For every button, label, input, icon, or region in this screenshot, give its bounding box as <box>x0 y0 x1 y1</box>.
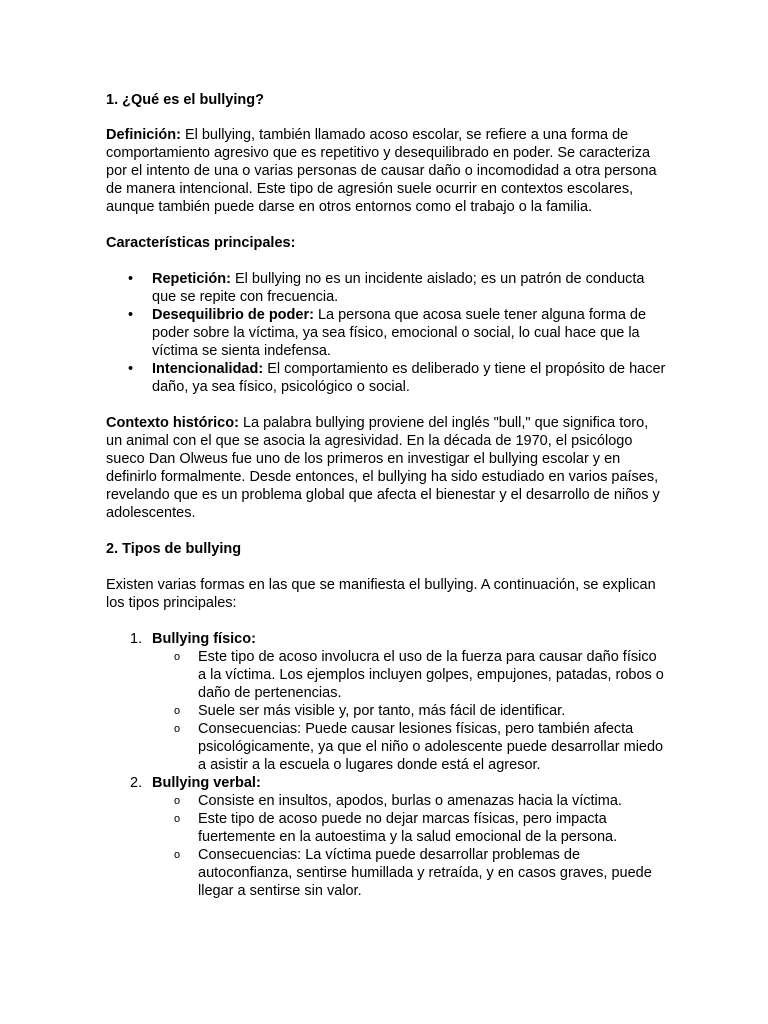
section-1-heading: 1. ¿Qué es el bullying? <box>106 92 264 108</box>
list-item <box>106 270 668 306</box>
list-item <box>106 306 668 360</box>
characteristics-heading: Características principales: <box>106 235 296 251</box>
list-item <box>106 630 668 774</box>
characteristics-list <box>106 270 668 396</box>
list-item <box>106 360 668 396</box>
historical-context-label: Contexto histórico: <box>106 415 239 431</box>
list-item: o Suele ser más visible y, por tanto, más fácil de identificar. <box>152 702 668 720</box>
sub-list <box>152 792 668 900</box>
characteristic-text: El comportamiento es deliberado y tiene el propósito de hacer daño, ya sea físico, psicológico o social. <box>152 361 666 395</box>
definition-paragraph <box>106 126 668 216</box>
list-item <box>106 774 668 900</box>
characteristic-label: Intencionalidad: <box>152 361 264 377</box>
sub-list <box>152 648 668 774</box>
historical-context-paragraph <box>106 414 668 522</box>
section-2-heading: 2. Tipos de bullying <box>106 541 242 557</box>
definition-text: El bullying, también llamado acoso escolar, se refiere a una forma de comportamiento agresivo que es repetitivo y desequilibrado en poder. Se caracteriza por el intento de una o varias personas de causar daño o incomodidad a otra persona de manera intencional. Este tipo de agresión suele ocurrir en contextos escolares, aunque también puede darse en otros entornos como el trabajo o la familia. <box>106 127 657 215</box>
list-item: o Consiste en insultos, apodos, burlas o amenazas hacia la víctima. <box>152 792 668 810</box>
type-title: Bullying físico: <box>152 631 256 647</box>
historical-context-text: La palabra bullying proviene del inglés "bull," que significa toro, un animal con el que se asocia la agresividad. En la década de 1970, el psicólogo sueco Dan Olweus fue uno de los primeros en investigar el bullying escolar y en definirlo formalmente. Desde entonces, el bullying ha sido estudiado en varios países, revelando que es un problema global que afecta el bienestar y el desarrollo de niños y adolescentes. <box>106 415 660 521</box>
list-number: 2. <box>130 775 143 791</box>
list-number: 1. <box>130 631 143 647</box>
characteristic-label: Desequilibrio de poder: <box>152 307 314 323</box>
characteristic-label: Repetición: <box>152 271 231 287</box>
list-item: o Este tipo de acoso involucra el uso de la fuerza para causar daño físico a la víctima. Los ejemplos incluyen golpes, empujones, patadas, robos o daño de pertenencias. <box>152 648 668 702</box>
types-list <box>106 630 668 900</box>
characteristic-text: El bullying no es un incidente aislado; es un patrón de conducta que se repite con frecuencia. <box>152 271 645 305</box>
characteristic-text: La persona que acosa suele tener alguna forma de poder sobre la víctima, ya sea físico, emocional o social, lo cual hace que la víctima se sienta indefensa. <box>152 307 647 359</box>
list-item: o Consecuencias: La víctima puede desarrollar problemas de autoconfianza, sentirse humillada y retraída, y en casos graves, puede llegar a sentirse sin valor. <box>152 846 668 900</box>
definition-label: Definición: <box>106 127 181 143</box>
list-item: o Este tipo de acoso puede no dejar marcas físicas, pero impacta fuertemente en la autoestima y la salud emocional de la persona. <box>152 810 668 846</box>
types-intro: Existen varias formas en las que se manifiesta el bullying. A continuación, se explican los tipos principales: <box>106 577 656 611</box>
type-title: Bullying verbal: <box>152 775 261 791</box>
list-item: o Consecuencias: Puede causar lesiones físicas, pero también afecta psicológicamente, ya que el niño o adolescente puede desarrollar miedo a asistir a la escuela o lugares donde está el agresor. <box>152 720 668 774</box>
